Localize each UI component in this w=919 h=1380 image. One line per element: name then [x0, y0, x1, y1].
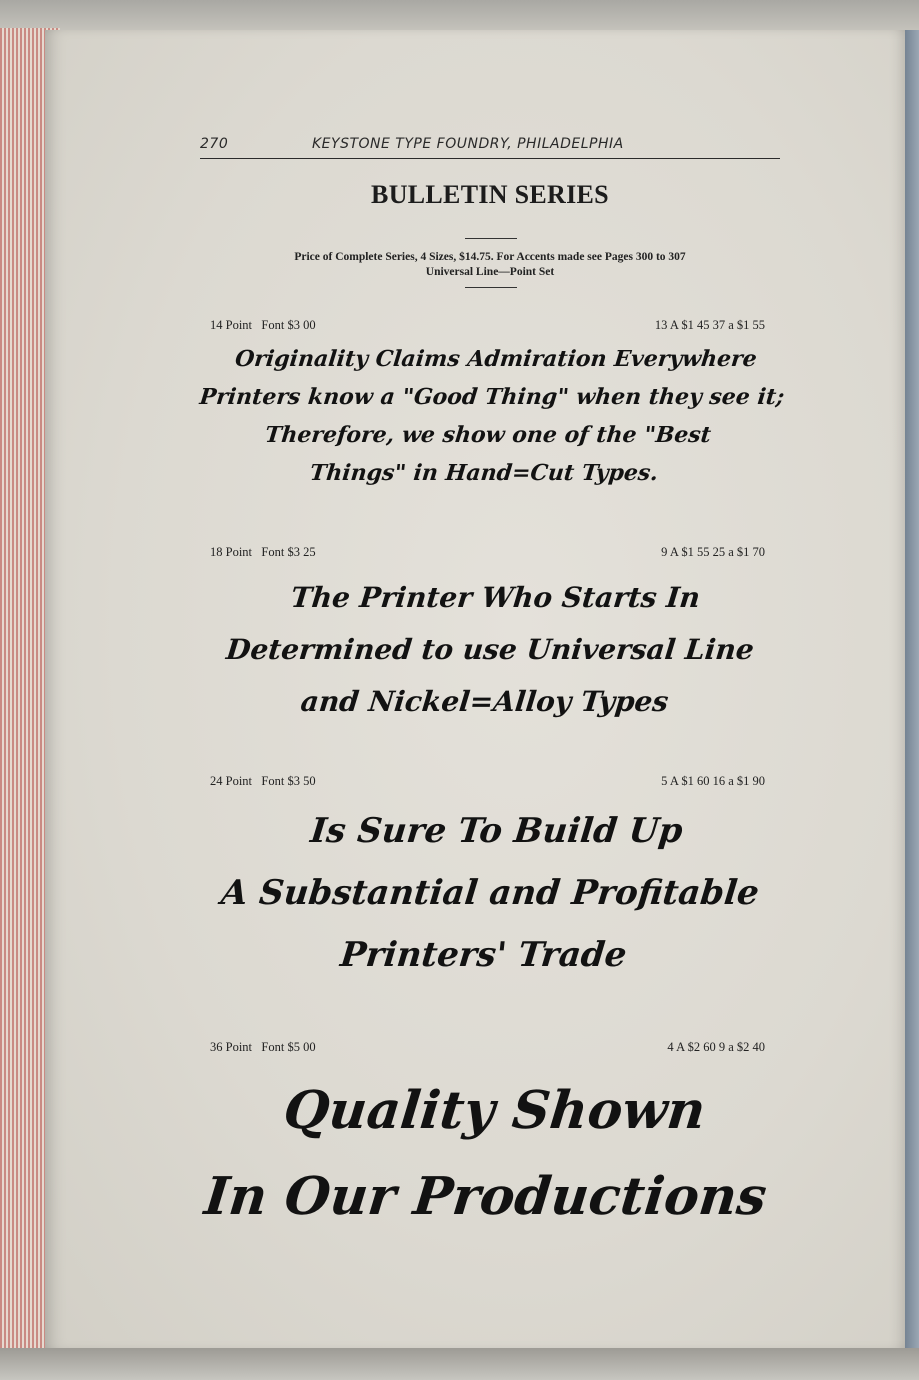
spec-line-14pt	[210, 318, 765, 334]
specimen-line: Things" in Hand=Cut Types.	[308, 460, 660, 486]
specimen-line: Printers know a "Good Thing" when they see it;	[198, 384, 786, 410]
specimen-line: A Substantial and Profitable	[219, 873, 761, 913]
spec-line-18pt	[210, 545, 765, 561]
specimen-line: Therefore, we show one of the "Best	[263, 422, 713, 448]
specimen-line: Determined to use Universal Line	[224, 633, 756, 666]
specimen-36pt	[171, 1068, 809, 1240]
specimen-line: Quality Shown	[280, 1080, 709, 1141]
specimen-line: The Printer Who Starts In	[289, 581, 702, 614]
spec-size-price: 36 Point Font $5 00	[210, 1040, 316, 1054]
page-title: BULLETIN SERIES	[371, 180, 609, 209]
title-rule-bottom	[465, 287, 517, 288]
spec-quantities: 4 A $2 60 9 a $2 40	[667, 1040, 765, 1054]
specimen-line: Is Sure To Build Up	[308, 811, 685, 851]
spec-size-price: 18 Point Font $3 25	[210, 545, 316, 559]
specimen-line: Printers' Trade	[338, 935, 629, 975]
specimen-24pt	[170, 800, 810, 986]
spec-line-36pt	[210, 1040, 765, 1056]
spec-line-24pt	[210, 774, 765, 790]
price-line: Universal Line—Point Set	[425, 266, 555, 278]
spec-size-price: 14 Point Font $3 00	[210, 318, 316, 332]
spec-size-price: 24 Point Font $3 50	[210, 774, 316, 788]
spec-quantities: 5 A $1 60 16 a $1 90	[661, 774, 765, 788]
scan-background-top	[0, 0, 919, 30]
spec-quantities: 13 A $1 45 37 a $1 55	[654, 318, 765, 332]
price-line: Price of Complete Series, 4 Sizes, $14.75. For Accents made see Pages 300 to 307	[294, 251, 686, 263]
running-title: KEYSTONE TYPE FOUNDRY, PHILADELPHIA	[312, 136, 624, 152]
title-rule-top	[465, 238, 517, 239]
price-note	[200, 250, 780, 280]
specimen-line: and Nickel=Alloy Types	[299, 685, 670, 718]
scan-background-bottom	[0, 1348, 919, 1380]
page-number: 270	[200, 136, 229, 152]
spec-quantities: 9 A $1 55 25 a $1 70	[661, 545, 765, 559]
running-header	[200, 134, 780, 159]
specimen-line: Originality Claims Admiration Everywhere	[233, 346, 759, 372]
specimen-18pt	[172, 572, 808, 728]
specimen-14pt	[172, 340, 808, 492]
specimen-line: In Our Productions	[201, 1166, 770, 1227]
